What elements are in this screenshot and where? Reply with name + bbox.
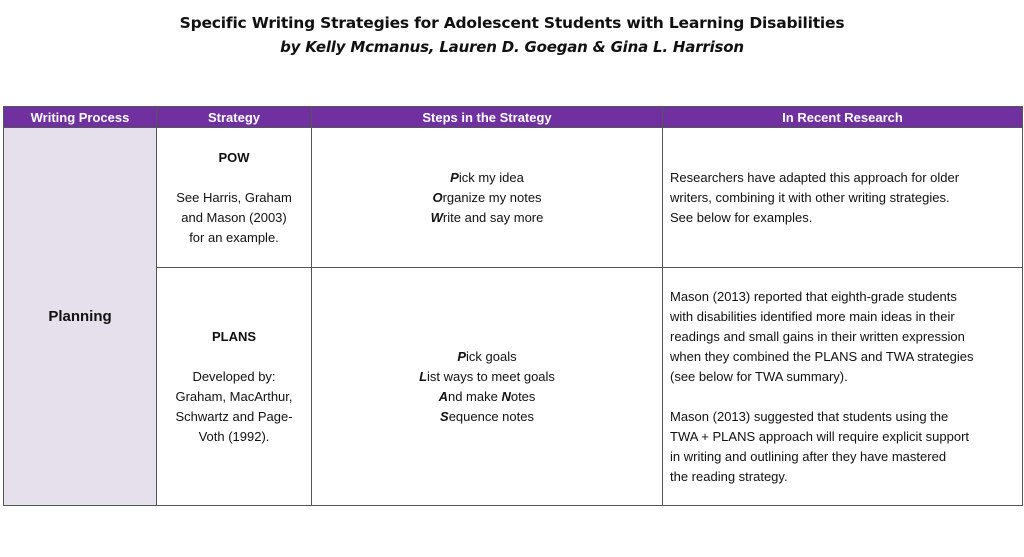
strategy-desc-line: for an example. xyxy=(189,229,279,245)
strategies-table xyxy=(3,106,1023,506)
strategy-name-pow: POW xyxy=(218,149,250,165)
step-initial: A xyxy=(438,388,448,404)
step-rest: otes xyxy=(510,388,536,404)
column-header-strategy: Strategy xyxy=(157,107,312,128)
document-title: Specific Writing Strategies for Adolescent Students with Learning Disabilities xyxy=(179,14,845,32)
step-initial: P xyxy=(457,348,467,364)
step-initial: N xyxy=(501,388,511,404)
step-line xyxy=(312,387,662,407)
step-rest: ick goals xyxy=(466,348,517,364)
steps-cell xyxy=(312,268,663,506)
step-line xyxy=(312,188,662,208)
strategy-desc-line: and Mason (2003) xyxy=(181,209,287,225)
research-line: when they combined the PLANS and TWA strategies xyxy=(670,348,974,364)
step-rest: ist ways to meet goals xyxy=(427,368,555,384)
step-line xyxy=(312,407,662,427)
strategy-cell xyxy=(157,128,312,268)
research-line: with disabilities identified more main ideas in their xyxy=(670,308,955,324)
research-cell xyxy=(663,268,1023,506)
table-row xyxy=(4,128,1023,268)
step-line xyxy=(312,168,662,188)
strategy-name-plans: PLANS xyxy=(211,328,257,344)
step-initial: W xyxy=(430,209,443,225)
strategy-desc-line: Graham, MacArthur, xyxy=(175,388,293,404)
step-rest: equence notes xyxy=(448,408,534,424)
paragraph-gap xyxy=(670,387,1017,407)
strategy-desc-line: Developed by: xyxy=(192,368,276,384)
research-line: the reading strategy. xyxy=(670,468,788,484)
strategy-desc-line: Voth (1992). xyxy=(198,428,270,444)
process-cell-planning: Planning xyxy=(4,128,157,506)
step-initial: S xyxy=(440,408,449,424)
step-initial: O xyxy=(432,189,443,205)
research-line: TWA + PLANS approach will require explicit support xyxy=(670,428,970,444)
step-line xyxy=(312,367,662,387)
table-header-row xyxy=(4,107,1023,128)
document-authors: by Kelly Mcmanus, Lauren D. Goegan & Gina L. Harrison xyxy=(280,38,744,56)
column-header-research: In Recent Research xyxy=(663,107,1023,128)
step-rest: nd make xyxy=(447,388,502,404)
research-line: Mason (2013) suggested that students using the xyxy=(670,408,949,424)
research-line: Mason (2013) reported that eighth-grade students xyxy=(670,288,957,304)
research-line: Researchers have adapted this approach for older xyxy=(670,169,960,185)
step-initial: P xyxy=(450,169,459,185)
step-line xyxy=(312,208,662,228)
table-row xyxy=(4,268,1023,506)
strategy-cell xyxy=(157,268,312,506)
research-line: (see below for TWA summary). xyxy=(670,368,848,384)
step-initial: L xyxy=(419,368,428,384)
research-line: in writing and outlining after they have mastered xyxy=(670,448,947,464)
column-header-steps: Steps in the Strategy xyxy=(312,107,663,128)
step-rest: ick my idea xyxy=(458,169,524,185)
step-rest: rite and say more xyxy=(442,209,544,225)
strategy-desc-line: See Harris, Graham xyxy=(176,189,292,205)
research-line: writers, combining it with other writing strategies. xyxy=(670,189,950,205)
column-header-writing-process: Writing Process xyxy=(4,107,157,128)
research-line: readings and small gains in their written expression xyxy=(670,328,965,344)
strategy-desc-line: Schwartz and Page- xyxy=(175,408,293,424)
step-line xyxy=(312,347,662,367)
step-rest: rganize my notes xyxy=(442,189,542,205)
steps-cell xyxy=(312,128,663,268)
research-line: See below for examples. xyxy=(670,209,813,225)
research-cell xyxy=(663,128,1023,268)
